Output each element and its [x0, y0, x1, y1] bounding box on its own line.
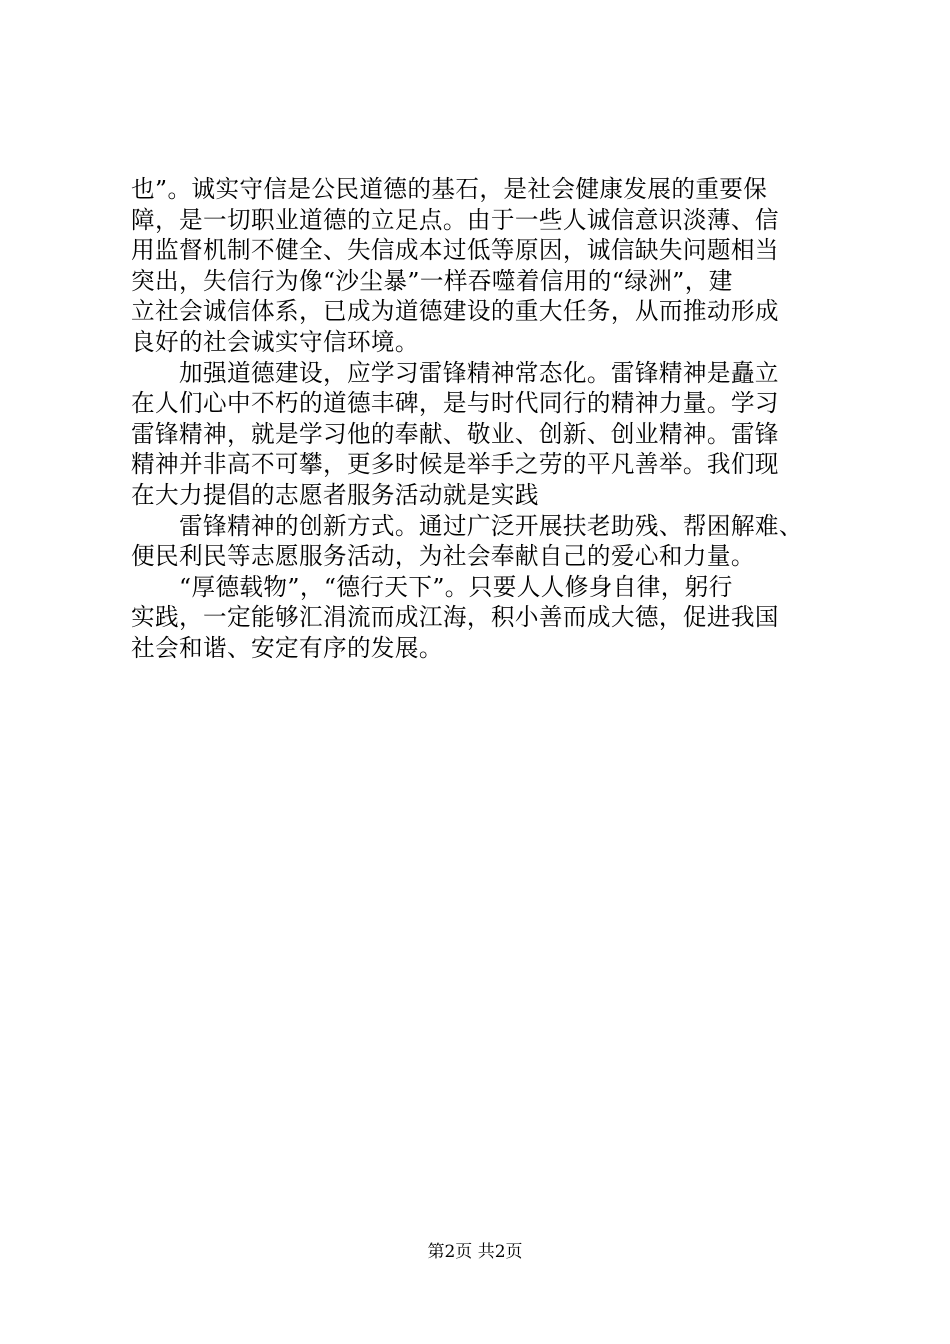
- text-line: “厚德载物”，“德行天下”。只要人人修身自律，躬行: [131, 572, 733, 601]
- text-line: 障，是一切职业道德的立足点。由于一些人诚信意识淡薄、信: [131, 205, 779, 234]
- text-line: 良好的社会诚实守信环境。: [131, 327, 419, 356]
- text-line: 在人们心中不朽的道德丰碑，是与时代同行的精神力量。学习: [131, 389, 779, 418]
- text-line: 用监督机制不健全、失信成本过低等原因，诚信缺失问题相当: [131, 236, 779, 265]
- text-line: 实践，一定能够汇涓流而成江海，积小善而成大德，促进我国: [131, 603, 779, 632]
- text-line: 雷锋精神的创新方式。通过广泛开展扶老助残、帮困解难、: [131, 511, 803, 540]
- text-line: 雷锋精神，就是学习他的奉献、敬业、创新、创业精神。雷锋: [131, 419, 779, 448]
- text-line: 社会和谐、安定有序的发展。: [131, 633, 443, 662]
- document-body: [131, 174, 851, 664]
- text-line: 也”。诚实守信是公民道德的基石，是社会健康发展的重要保: [131, 175, 768, 203]
- text-line: 突出，失信行为像“沙尘暴”一样吞噬着信用的“绿洲”，建: [131, 266, 733, 295]
- text-line: 便民利民等志愿服务活动，为社会奉献自己的爱心和力量。: [131, 542, 755, 571]
- text-line: 在大力提倡的志愿者服务活动就是实践: [131, 480, 539, 509]
- text-line: 精神并非高不可攀，更多时候是举手之劳的平凡善举。我们现: [131, 450, 779, 479]
- text-line: 立社会诚信体系，已成为道德建设的重大任务，从而推动形成: [131, 297, 779, 326]
- text-line: 加强道德建设，应学习雷锋精神常态化。雷锋精神是矗立: [131, 358, 779, 387]
- page-number: 第2页 共2页: [427, 1242, 523, 1262]
- page-footer: [0, 1241, 950, 1263]
